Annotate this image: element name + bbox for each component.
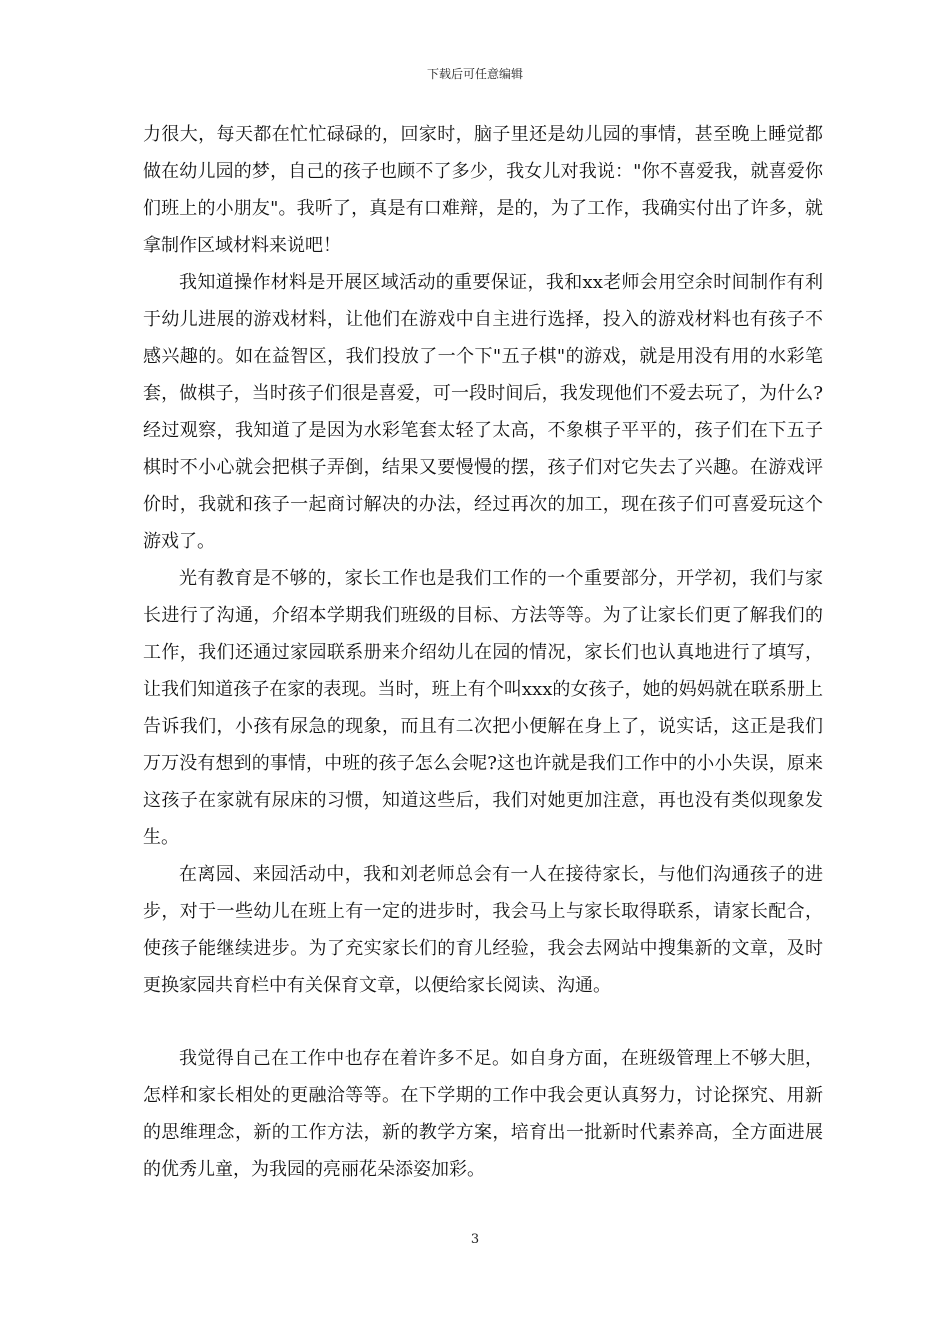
page-header: 下载后可任意编辑 — [426, 67, 523, 81]
document-body — [143, 116, 823, 1188]
paragraph-communication: 在离园、来园活动中，我和刘老师总会有一人在接待家长，与他们沟通孩子的进步，对于一些幼儿在班上有一定的进步时，我会马上与家长取得联系，请家长配合，使孩子能继续进步。为了充实家长们的育儿经验，我会去网站中搜集新的文章，及时更换家园共育栏中有关保育文章，以便给家长阅读、沟通。 — [143, 864, 823, 996]
paragraph-shortcomings: 我觉得自己在工作中也存在着许多不足。如自身方面，在班级管理上不够大胆，怎样和家长相处的更融洽等等。在下学期的工作中我会更认真努力，讨论探究、用新的思维理念，新的工作方法，新的教学方案，培育出一批新时代素养高，全方面进展的优秀儿童，为我园的亮丽花朵添姿加彩。 — [143, 1048, 823, 1180]
paragraph-continued: 力很大，每天都在忙忙碌碌的，回家时，脑子里还是幼儿园的事情，甚至晚上睡觉都做在幼儿园的梦，自己的孩子也顾不了多少，我女儿对我说："你不喜爱我，就喜爱你们班上的小朋友"。我听了，真是有口难辩，是的，为了工作，我确实付出了许多，就拿制作区域材料来说吧！ — [143, 124, 823, 256]
paragraph-parents: 光有教育是不够的，家长工作也是我们工作的一个重要部分，开学初，我们与家长进行了沟通，介绍本学期我们班级的目标、方法等等。为了让家长们更了解我们的工作，我们还通过家园联系册来介绍幼儿在园的情况，家长们也认真地进行了填写，让我们知道孩子在家的表现。当时，班上有个叫xxx的女孩子，她的妈妈就在联系册上告诉我们，小孩有尿急的现象，而且有二次把小便解在身上了，说实话，这正是我们万万没有想到的事情，中班的孩子怎么会呢?这也许就是我们工作中的小小失误，原来这孩子在家就有尿床的习惯，知道这些后，我们对她更加注意，再也没有类似现象发生。 — [143, 568, 823, 848]
page-number: 3 — [470, 1232, 480, 1247]
paragraph-materials: 我知道操作材料是开展区域活动的重要保证，我和xx老师会用空余时间制作有利于幼儿进展的游戏材料，让他们在游戏中自主进行选择，投入的游戏材料也有孩子不感兴趣的。如在益智区，我们投放了一个下"五子棋"的游戏，就是用没有用的水彩笔套，做棋子，当时孩子们很是喜爱，可一段时间后，我发现他们不爱去玩了，为什么?经过观察，我知道了是因为水彩笔套太轻了太高，不象棋子平平的，孩子们在下五子棋时不小心就会把棋子弄倒，结果又要慢慢的摆，孩子们对它失去了兴趣。在游戏评价时，我就和孩子一起商讨解决的办法，经过再次的加工，现在孩子们可喜爱玩这个游戏了。 — [143, 272, 823, 552]
